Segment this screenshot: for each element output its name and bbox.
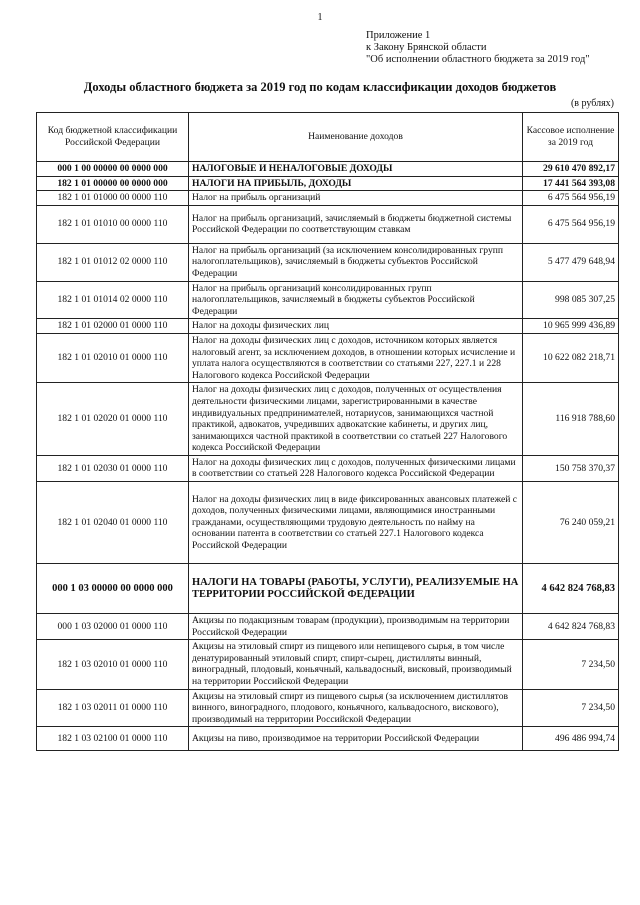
row-amount: 6 475 564 956,19 [523,205,619,243]
row-amount: 998 085 307,25 [523,281,619,319]
row-amount: 10 622 082 218,71 [523,333,619,382]
table-row [37,162,619,177]
row-code: 182 1 01 01014 02 0000 110 [37,281,189,319]
table-header-row [37,113,619,162]
table-row [37,689,619,727]
row-amount: 6 475 564 956,19 [523,191,619,206]
table-row [37,727,619,751]
header-code: Код бюджетной классификации Российской Федерации [37,113,189,162]
row-name: Налог на доходы физических лиц в виде фиксированных авансовых платежей с доходов, полученных физическими лицами, являющимися иностранными гражданами, осуществляющими трудовую деятельность по найму на основании патента в соответствии со статьей 227.1 Налогового кодекса Российской Федерации [189,482,523,564]
appendix-line-2: к Закону Брянской области [366,42,487,53]
row-amount: 10 965 999 436,89 [523,319,619,334]
row-code: 182 1 03 02011 01 0000 110 [37,689,189,727]
table-row [37,383,619,456]
row-name: Акцизы на этиловый спирт из пищевого сырья (за исключением дистиллятов винного, виноградного, плодового, коньячного, кальвадосного, вискового), производимый на территории Российской Федерации [189,689,523,727]
row-code: 182 1 03 02100 01 0000 110 [37,727,189,751]
row-amount: 7 234,50 [523,640,619,689]
row-code: 182 1 01 01012 02 0000 110 [37,243,189,281]
revenue-table [36,112,619,751]
row-code: 182 1 01 02000 01 0000 110 [37,319,189,334]
row-amount: 4 642 824 768,83 [523,564,619,614]
table-row [37,243,619,281]
unit-note: (в рублях) [570,98,614,109]
table-row [37,281,619,319]
row-code: 182 1 01 01000 00 0000 110 [37,191,189,206]
appendix-line-1: Приложение 1 [366,30,431,41]
row-name: Акцизы на пиво, производимое на территории Российской Федерации [189,727,523,751]
row-amount: 4 642 824 768,83 [523,614,619,640]
page-number: 1 [317,12,323,23]
row-amount: 150 758 370,37 [523,455,619,481]
row-name: Налог на прибыль организаций [189,191,523,206]
row-code: 182 1 03 02010 01 0000 110 [37,640,189,689]
appendix-line-3: "Об исполнении областного бюджета за 2019 год" [366,54,590,65]
header-name: Наименование доходов [189,113,523,162]
row-code: 182 1 01 02010 01 0000 110 [37,333,189,382]
row-name: Акцизы на этиловый спирт из пищевого или непищевого сырья, в том числе денатурированный этиловый спирт, спирт-сырец, дистилляты винный, виноградный, плодовый, коньячный, кальвадосный, висковый, производимый на территории Российской Федерации [189,640,523,689]
header-amount: Кассовое исполнение за 2019 год [523,113,619,162]
table-row [37,176,619,191]
row-name: Налог на прибыль организаций (за исключением консолидированных групп налогоплательщиков), зачисляемый в бюджеты субъектов Российской Федерации [189,243,523,281]
document-title: Доходы областного бюджета за 2019 год по кодам классификации доходов бюджетов [83,80,557,94]
table-row [37,205,619,243]
row-amount: 116 918 788,60 [523,383,619,456]
row-name: НАЛОГИ НА ТОВАРЫ (РАБОТЫ, УСЛУГИ), РЕАЛИЗУЕМЫЕ НА ТЕРРИТОРИИ РОССИЙСКОЙ ФЕДЕРАЦИИ [189,564,523,614]
row-amount: 17 441 564 393,08 [523,176,619,191]
row-name: НАЛОГОВЫЕ И НЕНАЛОГОВЫЕ ДОХОДЫ [189,162,523,177]
table-row [37,614,619,640]
table-row [37,333,619,382]
row-amount: 496 486 994,74 [523,727,619,751]
row-name: Налог на прибыль организаций, зачисляемый в бюджеты бюджетной системы Российской Федерации по соответствующим ставкам [189,205,523,243]
row-code: 182 1 01 00000 00 0000 000 [37,176,189,191]
table-row [37,564,619,614]
table-row [37,319,619,334]
row-code: 182 1 01 01010 00 0000 110 [37,205,189,243]
row-name: Налог на прибыль организаций консолидированных групп налогоплательщиков, зачисляемый в бюджеты субъектов Российской Федерации [189,281,523,319]
appendix-note [366,30,590,66]
row-code: 000 1 03 00000 00 0000 000 [37,564,189,614]
row-code: 182 1 01 02020 01 0000 110 [37,383,189,456]
row-amount: 7 234,50 [523,689,619,727]
row-name: Налог на доходы физических лиц с доходов, источником которых является налоговый агент, за исключением доходов, в отношении которых исчисление и уплата налога осуществляются в соответствии со статьями 227, 227.1 и 228 Налогового кодекса Российской Федерации [189,333,523,382]
table-row [37,482,619,564]
row-name: НАЛОГИ НА ПРИБЫЛЬ, ДОХОДЫ [189,176,523,191]
row-name: Налог на доходы физических лиц с доходов, полученных физическими лицами в соответствии со статьей 228 Налогового кодекса Российской Федерации [189,455,523,481]
row-amount: 5 477 479 648,94 [523,243,619,281]
row-name: Налог на доходы физических лиц [189,319,523,334]
row-amount: 29 610 470 892,17 [523,162,619,177]
row-code: 000 1 00 00000 00 0000 000 [37,162,189,177]
row-name: Акцизы по подакцизным товарам (продукции), производимым на территории Российской Федерации [189,614,523,640]
row-amount: 76 240 059,21 [523,482,619,564]
table-row [37,640,619,689]
table-row [37,455,619,481]
row-code: 182 1 01 02040 01 0000 110 [37,482,189,564]
row-code: 182 1 01 02030 01 0000 110 [37,455,189,481]
row-code: 000 1 03 02000 01 0000 110 [37,614,189,640]
table-row [37,191,619,206]
row-name: Налог на доходы физических лиц с доходов, полученных от осуществления деятельности физическими лицами, зарегистрированными в качестве индивидуальных предпринимателей, нотариусов, занимающихся частной практикой, адвокатов, учредивших адвокатские кабинеты, и других лиц, занимающихся частной практикой в соответствии со статьей 227 Налогового кодекса Российской Федерации [189,383,523,456]
